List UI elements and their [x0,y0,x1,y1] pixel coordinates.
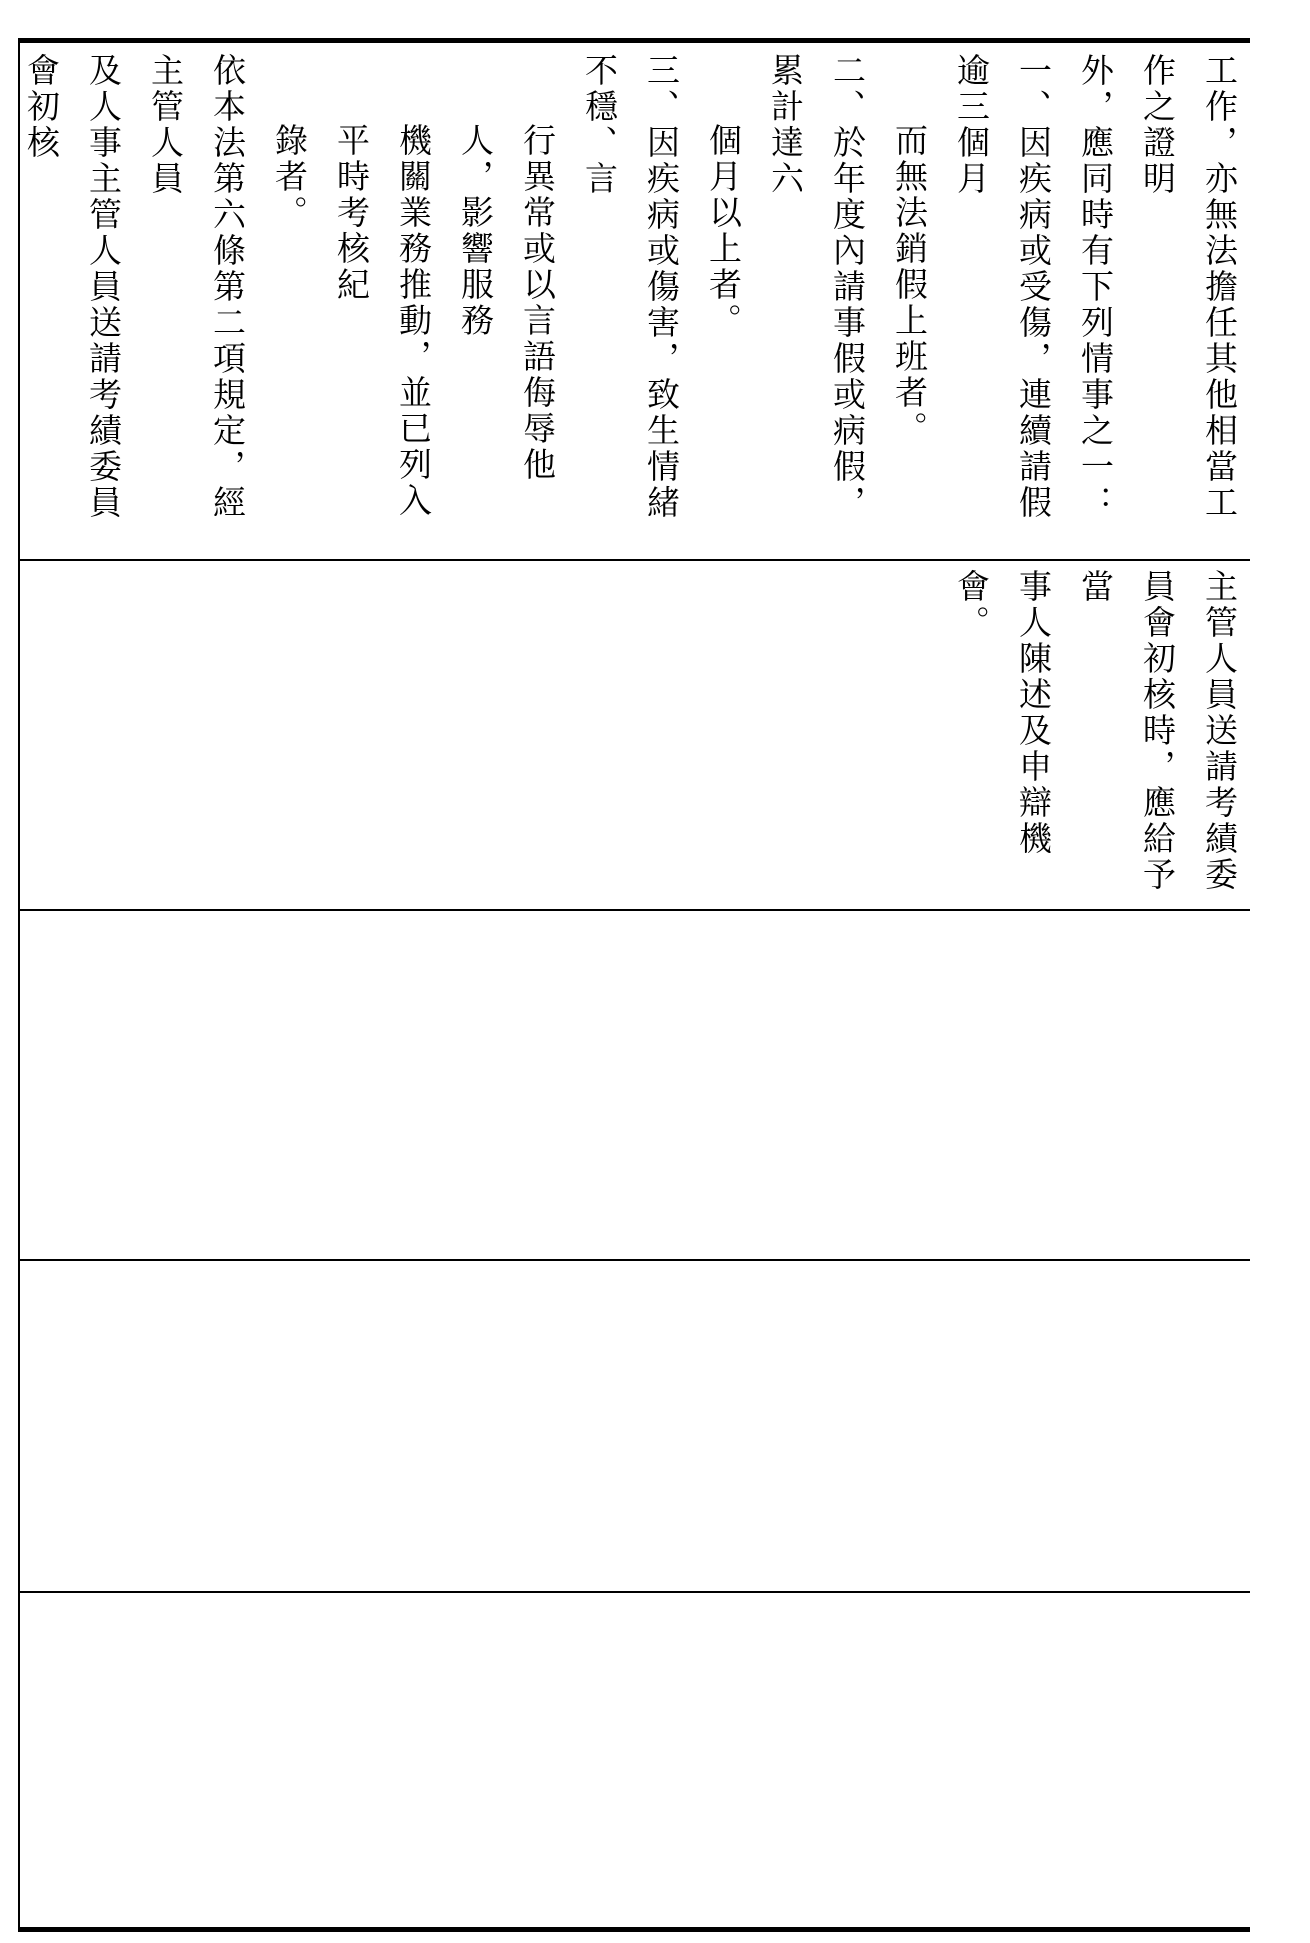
text-line: 外，應同時有下列情事之一： [1076,53,1115,521]
text-line: 二、於年度內請事假或病假，累計達六 [766,53,867,521]
comparison-table [18,38,1250,1932]
table-bottom-border [18,1927,1250,1932]
text-line: 三、因疾病或傷害，致生情緒不穩、言 [580,53,681,521]
text-line: 依本法第六條第二項規定，經主管人員 [146,53,247,521]
text-line: 一、因疾病或受傷，連續請假逾三個月 [952,53,1053,521]
text-line: 工作，亦無法擔任其他相當工作之證明 [1138,53,1239,521]
text-line: 員會初核時，應給予當 [1076,569,1177,893]
text-line: 及人事主管人員送請考績委員會初核 [22,53,123,521]
text-line: 行異常或以言語侮辱他人，影響服務 [456,123,557,483]
text-line: 事人陳述及申辯機會。 [952,569,1053,857]
text-line: 錄者。 [270,123,309,231]
article-text [20,569,1250,901]
explanation-cell [20,43,1250,559]
explanation-text [20,53,1250,551]
text-line: 機關業務推動，並已列入平時考核紀 [332,123,433,519]
text-line: 而無法銷假上班者。 [890,123,929,447]
text-line: 個月以上者。 [704,123,743,339]
text-line: 主管人員送請考績委 [1200,569,1239,893]
article-cell [20,561,1250,909]
empty-cell [20,1593,1250,1927]
empty-cell [20,1261,1250,1591]
empty-cell [20,911,1250,1259]
